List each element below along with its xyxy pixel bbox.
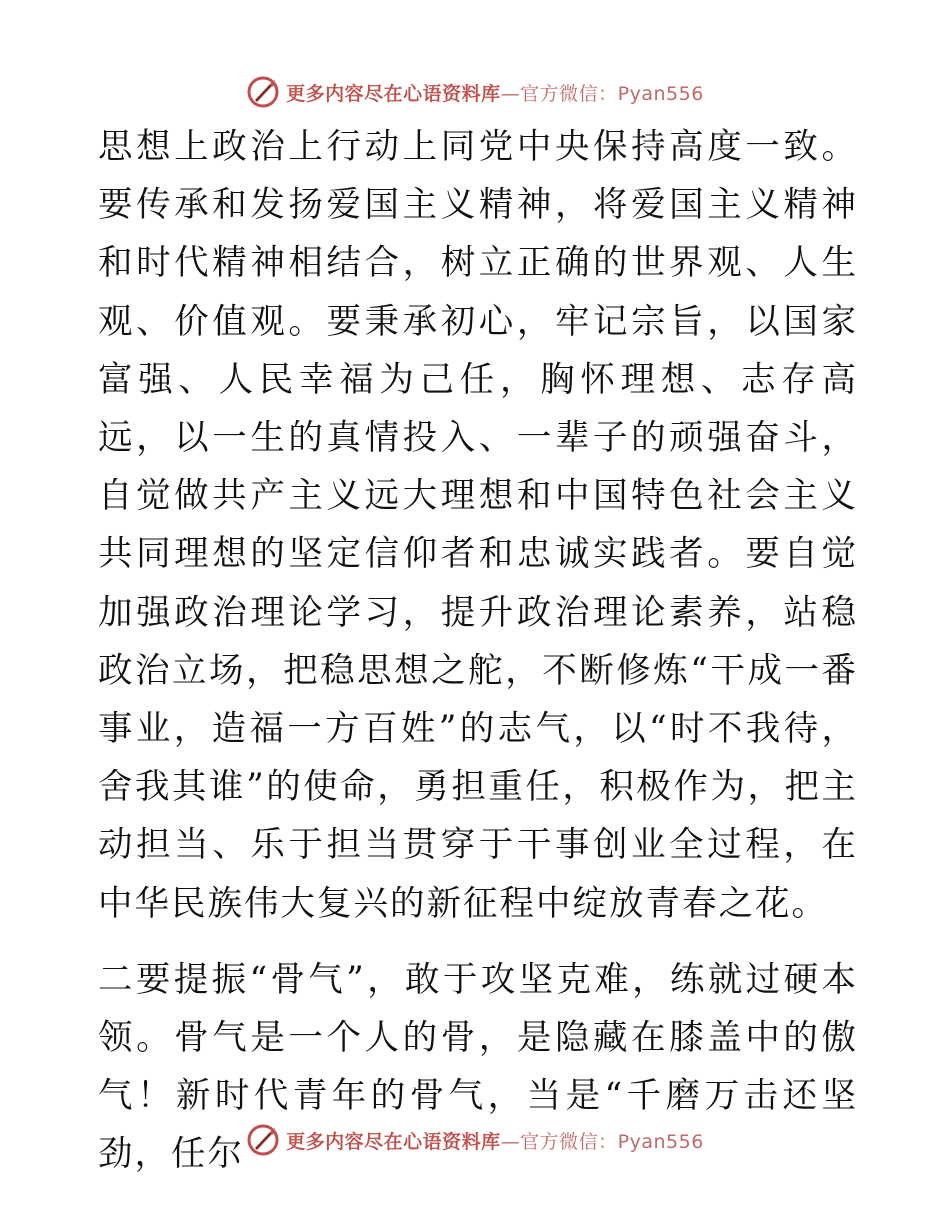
- quill-circle-icon: [246, 75, 280, 109]
- watermark-site: 更多内容尽在心语资料库: [286, 1130, 501, 1153]
- header-watermark: [0, 72, 950, 112]
- watermark-text: [286, 79, 704, 106]
- watermark-dash: —: [500, 1130, 521, 1153]
- paragraph-1: 思想上政治上行动上同党中央保持高度一致。要传承和发扬爱国主义精神，将爱国主义精神和时代精神相结合，树立正确的世界观、人生观、价值观。要秉承初心，牢记宗旨，以国家富强、人民幸福为己任，胸怀理想、志存高远，以一生的真情投入、一辈子的顽强奋斗，自觉做共产主义远大理想和中国特色社会主义共同理想的坚定信仰者和忠诚实践者。要自觉加强政治理论学习，提升政治理论素养，站稳政治立场，把稳思想之舵，不断修炼“干成一番事业，造福一方百姓”的志气，以“时不我待，舍我其谁”的使命，勇担重任，积极作为，把主动担当、乐于担当贯穿于干事创业全过程，在中华民族伟大复兴的新征程中绽放青春之花。: [98, 127, 858, 924]
- watermark-wechat: 官方微信：Pyan556: [520, 1130, 704, 1153]
- watermark-site: 更多内容尽在心语资料库: [286, 82, 501, 105]
- watermark-dash: —: [500, 82, 521, 105]
- document-body: [98, 118, 858, 1184]
- quill-circle-icon: [246, 1123, 280, 1157]
- watermark-wechat: 官方微信：Pyan556: [520, 82, 704, 105]
- paragraph-2: 二要提振“骨气”，敢于攻坚克难，练就过硬本领。骨气是一个人的骨，是隐藏在膝盖中的傲气！新时代青年的骨气，当是“千磨万击还坚劲，任尔: [98, 959, 858, 1175]
- watermark-text: [286, 1127, 704, 1154]
- footer-watermark: [0, 1120, 950, 1160]
